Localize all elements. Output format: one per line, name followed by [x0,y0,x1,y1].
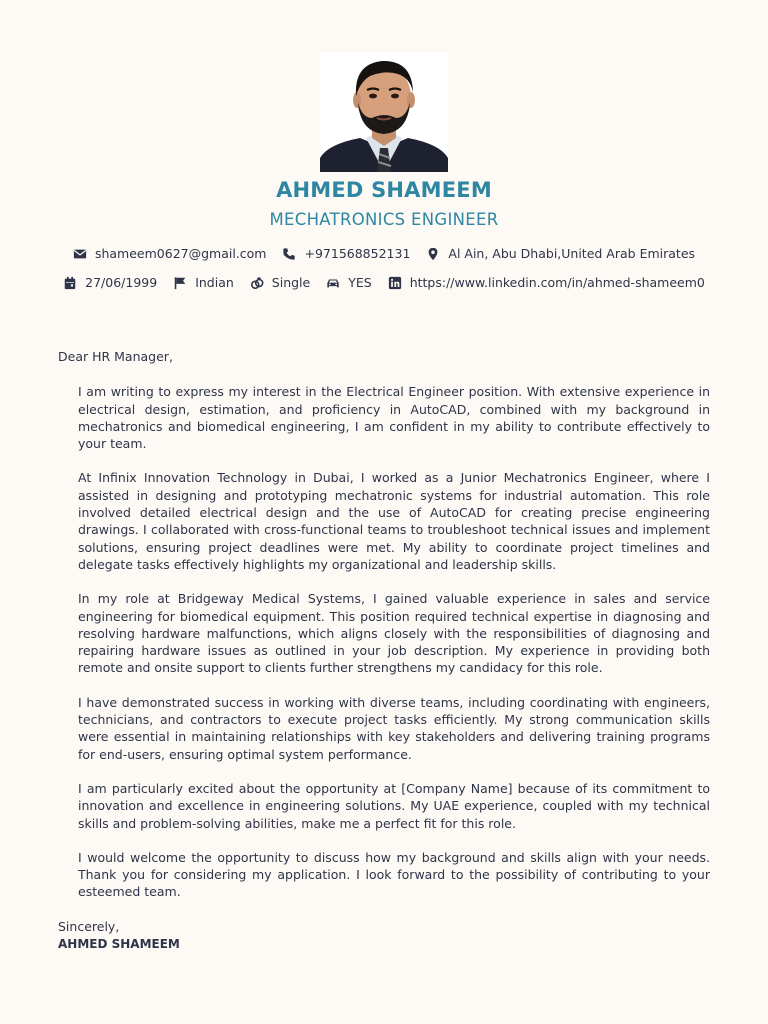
location-pin-icon [426,247,440,261]
letter-paragraph-1: I am writing to express my interest in the Electrical Engineer position. With extensive experience in electrical design, estimation, and proficiency in AutoCAD, combined with my background in mechatronics and biomedical engineering, I am confident in my ability to contribute effectively to your team. [78,384,710,452]
letter-paragraph-4: I have demonstrated success in working with diverse teams, including coordinating with engineers, technicians, and contractors to execute project tasks efficiently. My strong communication skills were essential in maintaining relationships with key stakeholders and delivering training programs for end-​users, ensuring optimal system performance. [78,694,710,762]
envelope-icon [73,247,87,261]
contact-linkedin[interactable] [388,275,705,290]
location-text: Al Ain, Abu Dhabi,United Arab Emirates [448,246,696,261]
linkedin-icon [388,276,402,290]
marital-status-text: Single [271,275,311,290]
rings-icon [250,276,264,290]
closing: Sincerely, [58,918,120,934]
flag-icon [173,276,187,290]
applicant-name: AHMED SHAMEEM [276,178,492,202]
contact-driving-license [326,275,371,290]
signature-name: AHMED SHAMEEM [58,937,180,952]
profile-photo [320,52,448,172]
phone-text: +971568852131 [304,246,411,261]
contact-marital-status [250,275,310,290]
contact-phone[interactable] [282,246,410,261]
letter-paragraph-5: I am particularly excited about the opportunity at [Company Name] because of its commitment to innovation and excellence in engineering solutions. My UAE experience, coupled with my technical skills and problem-solving abilities, make me a perfect fit for this role. [78,780,710,831]
phone-icon [282,247,296,261]
calendar-icon [63,276,77,290]
contact-location [426,246,695,261]
contact-row-secondary [0,275,768,290]
car-icon [326,276,340,290]
linkedin-link[interactable]: https://www.linkedin.com/in/ahmed-shameem0 [409,275,705,290]
nationality-text: Indian [195,275,234,290]
letter-paragraph-6: I would welcome the opportunity to discuss how my background and skills align with your needs. Thank you for considering my application. I look forward to the possibility of contributing to your esteemed team. [78,849,710,900]
contact-email[interactable] [73,246,267,261]
contact-dob [63,275,157,290]
contact-row-primary [0,246,768,261]
letter-paragraph-2: At Infinix Innovation Technology in Dubai, I worked as a Junior Mechatronics Engineer, where I assisted in designing and prototyping mechatronic systems for industrial automation. This role involved detailed electrical design and the use of AutoCAD for creating precise engineering drawings. I collaborated with cross-functional teams to troubleshoot technical issues and implement solutions, ensuring project deadlines were met. My ability to coordinate project timelines and delegate tasks effectively highlights my organizational and leadership skills. [78,470,710,572]
contact-nationality [173,275,234,290]
letter-paragraph-3: In my role at Bridgeway Medical Systems, I gained valuable experience in sales and service engineering for biomedical equipment. This position required technical expertise in diagnosing and resolving hardware malfunctions, which aligns closely with the responsibilities of diagnosing and repairing hardware issues as outlined in your job description. My experience in providing both remote and onsite support to clients further strengthens my candidacy for this role. [78,591,710,676]
dob-text: 27/06/1999 [85,275,158,290]
cover-letter-body [58,348,710,953]
salutation: Dear HR Manager, [58,349,173,364]
driving-license-text: YES [348,275,372,290]
email-text: shameem0627@gmail.com [94,246,267,261]
job-title: MECHATRONICS ENGINEER [269,210,499,229]
